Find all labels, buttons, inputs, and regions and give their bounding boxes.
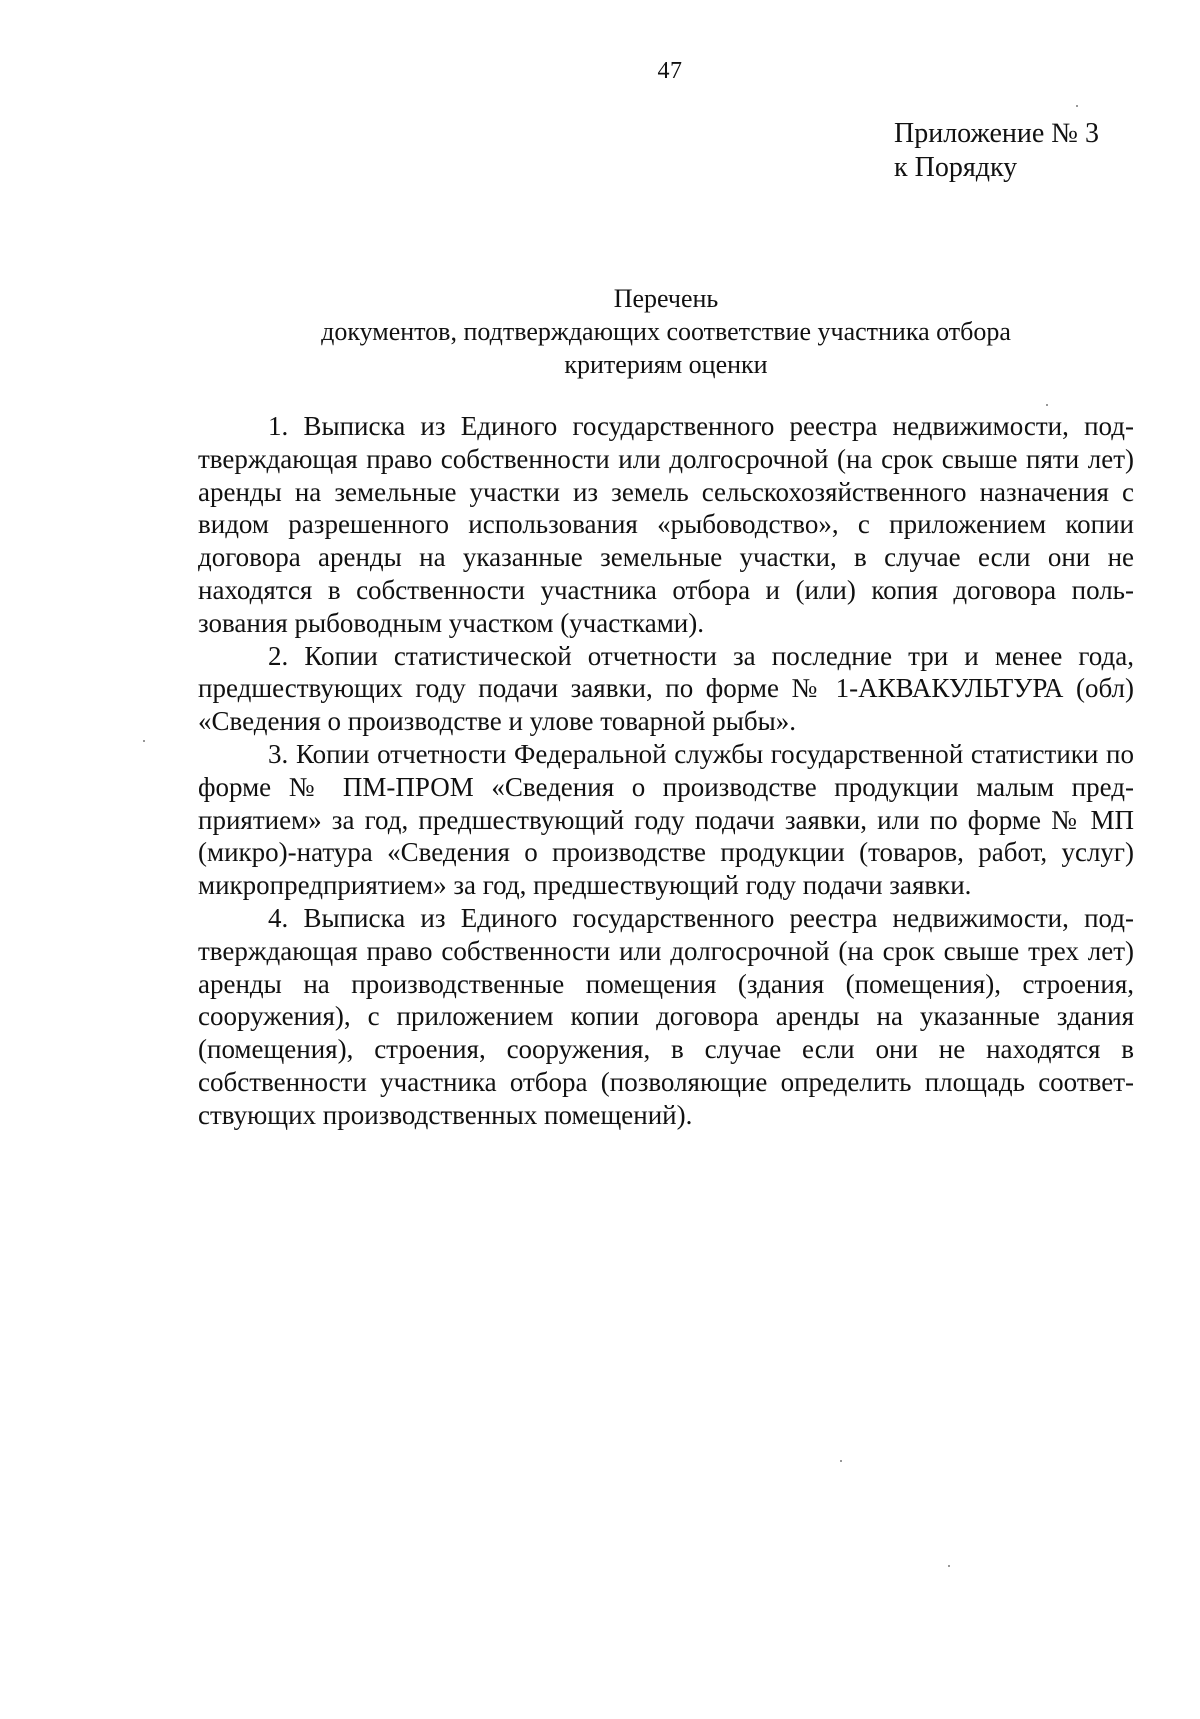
- document-body: [198, 410, 1134, 1132]
- scan-speck: [143, 740, 145, 742]
- list-item-3: 3. Копии отчетности Федеральной службы государственной статистики по форме № ПМ-ПРОМ «Сведения о производстве продукции малым предприятием» за год, предшествующий году подачи заявки, или по форме № МП (микро)-натура «Сведения о производстве продукции (товаров, работ, услуг) микропредприятием» за год, предшествующий году подачи заявки.: [198, 738, 1134, 901]
- list-item-1: 1. Выписка из Единого государственного реестра недвижимости, подтверждающая право собственности или долгосрочной (на срок свыше пяти лет) аренды на земельные участки из земель сельскохозяйственного назначения с видом разрешенного использования «рыбоводство», с приложением копии договора аренды на указанные земельные участки, в случае если они не находятся в собственности участника отбора и (или) копия договора пользования рыбоводным участком (участками).: [198, 411, 1134, 638]
- list-item-4: 4. Выписка из Единого государственного реестра недвижимости, подтверждающая право собственности или долгосрочной (на срок свыше трех лет) аренды на производственные помещения (здания (помещения), строения, сооружения), с приложением копии договора аренды на указанные здания (помещения), строения, сооружения, в случае если они не находятся в собственности участника отбора (позволяющие определить площадь соответствующих производственных помещений).: [198, 902, 1134, 1130]
- appendix-reference: [894, 117, 1099, 185]
- scan-speck: [840, 1460, 842, 1462]
- scan-speck: [1076, 105, 1078, 107]
- list-item-2: 2. Копии статистической отчетности за последние три и менее года, предшествующих году подачи заявки, по форме № 1-АКВАКУЛЬТУРА (обл) «Сведения о производстве и улове товарной рыбы».: [198, 640, 1134, 737]
- title-line-2: документов, подтверждающих соответствие участника отбора: [321, 317, 1011, 346]
- scan-speck: [1046, 404, 1048, 406]
- page-number: 47: [657, 58, 683, 84]
- title-line-3: критериям оценки: [564, 350, 768, 379]
- title-line-1: Перечень: [613, 284, 719, 313]
- document-title: [196, 282, 1136, 381]
- appendix-target: к Порядку: [894, 152, 1018, 183]
- appendix-number: Приложение № 3: [894, 118, 1099, 149]
- scan-speck: [948, 1565, 950, 1567]
